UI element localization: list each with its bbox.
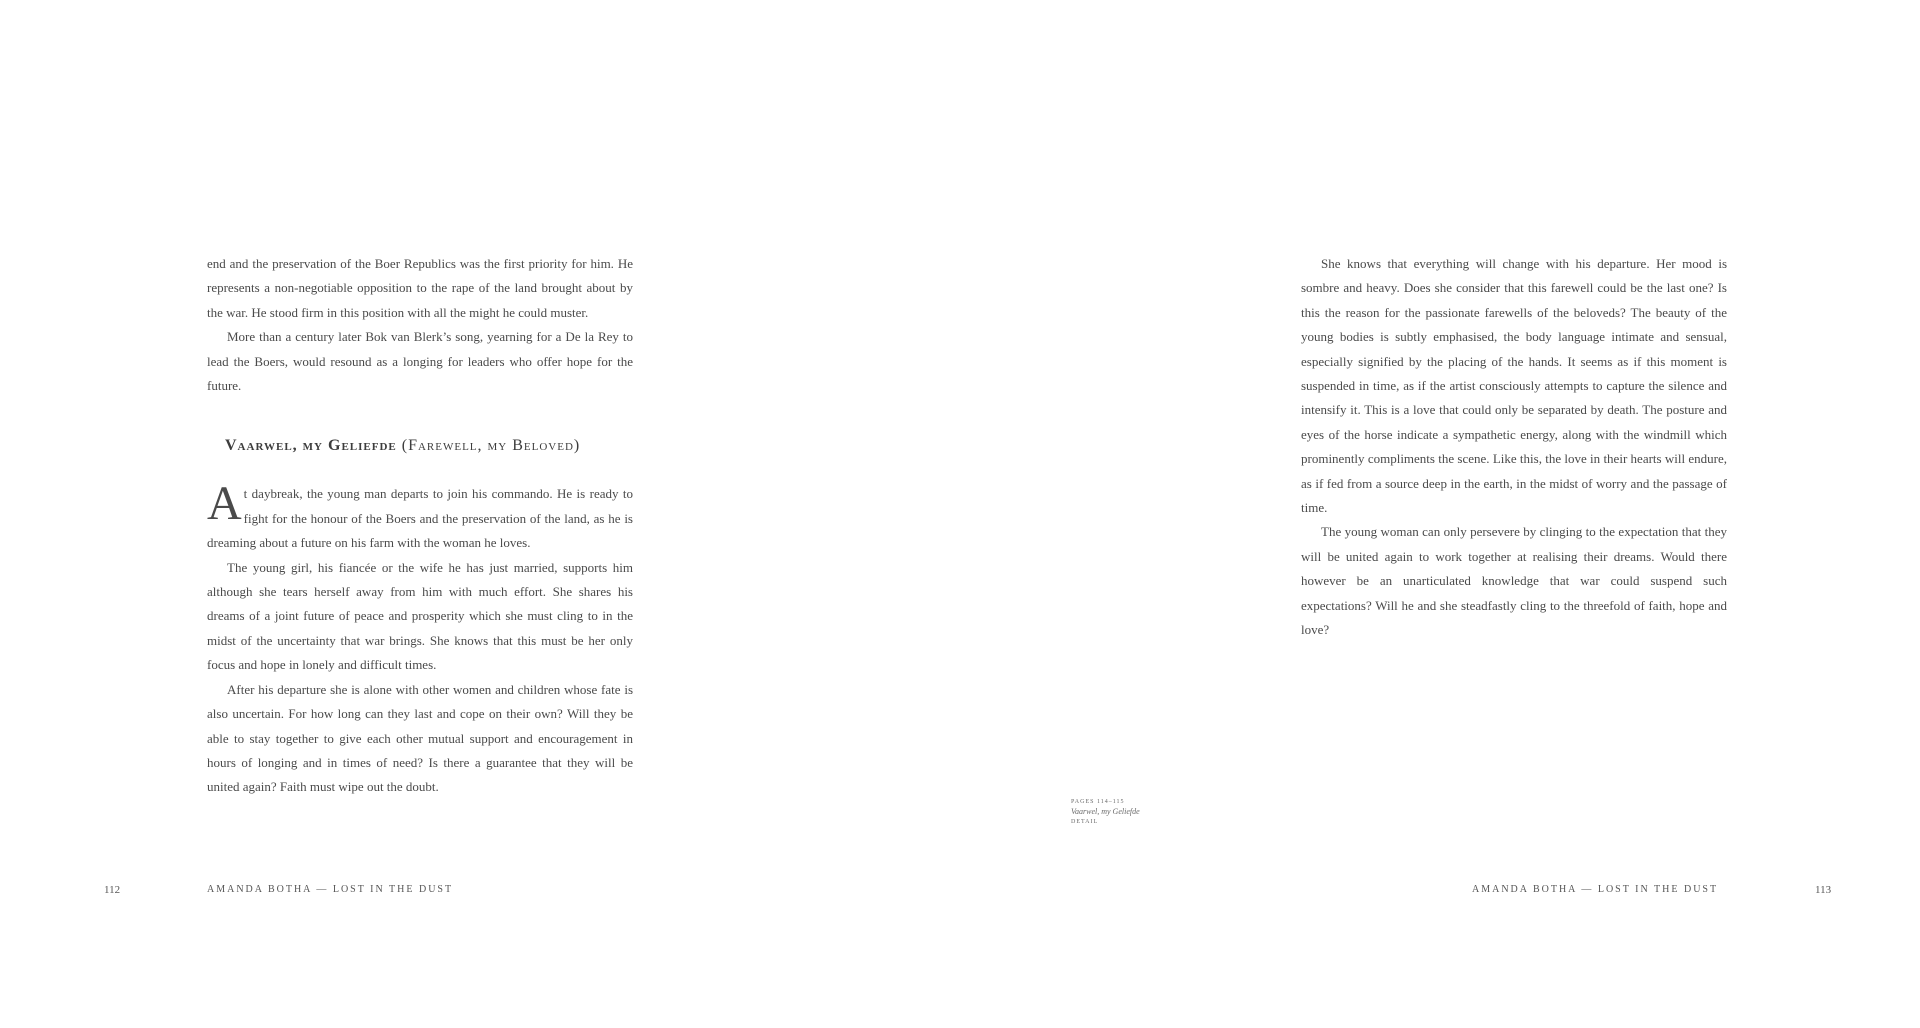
- paragraph: The young woman can only persevere by clinging to the expectation that they will be united again to work together at realising their dreams. Would there however be an unarticulated knowledge that war could suspend such expectations? Will he and she steadfastly cling to the threefold of faith, hope and love?: [1301, 524, 1727, 638]
- section-heading-subtitle: (Farewell, my Beloved): [401, 437, 581, 455]
- paragraph: The young girl, his fiancée or the wife he has just married, supports him although she tears herself away from him with much effort. She shares his dreams of a joint future of peace and prosperity which she must cling to in the midst of the uncertainty that war brings. She knows that this must be her only focus and hope in lonely and difficult times.: [207, 559, 633, 673]
- page-number-left: 112: [104, 884, 121, 896]
- paragraph: After his departure she is alone with other women and children whose fate is also uncertain. For how long can they last and cope on their own? Will they be able to stay together to give each other mutual support and encouragement in hours of longing and in times of need? Is there a guarantee that they will be united again? Faith must wipe out the doubt.: [207, 681, 633, 795]
- left-page-body: [207, 252, 633, 800]
- page-number-right: 113: [1815, 884, 1832, 896]
- paragraph: end and the preservation of the Boer Republics was the first priority for him. He represents a non-negotiable opposition to the rape of the land brought about by the war. He stood firm in this position with all the might he could muster.: [207, 256, 633, 320]
- section-heading-title: Vaarwel, my Geliefde: [225, 437, 397, 455]
- opening-paragraph: [207, 477, 633, 555]
- caption-pages: PAGES 114–115: [1071, 799, 1125, 805]
- opening-paragraph-text: t daybreak, the young man departs to join his commando. He is ready to fight for the honour of the Boers and the preservation of the land, as he is dreaming about a future on his farm with the woman he loves.: [207, 486, 633, 551]
- right-page-body: [1301, 252, 1727, 643]
- caption-note: DETAIL: [1071, 819, 1099, 825]
- drop-cap: A: [207, 477, 242, 531]
- paragraph: She knows that everything will change with his departure. Her mood is sombre and heavy. Does she consider that this farewell could be the last one? Is this the reason for the passionate farewells of the beloveds? The beauty of the young bodies is subtly emphasised, the body language intimate and sensual, especially signified by the placing of the hands. It seems as if this moment is suspended in time, as if the artist consciously attempts to capture the silence and intensify it. This is a love that could only be separated by death. The posture and eyes of the horse indicate a sympathetic energy, along with the windmill which prominently compliments the scene. Like this, the love in their hearts will endure, as if fed from a source deep in the earth, in the midst of worry and the passage of time.: [1301, 256, 1727, 516]
- caption-title: Vaarwel, my Geliefde: [1071, 807, 1140, 816]
- running-head-left: AMANDA BOTHA — LOST IN THE DUST: [207, 884, 454, 895]
- section-heading: [225, 434, 633, 458]
- paragraph: More than a century later Bok van Blerk’s song, yearning for a De la Rey to lead the Boers, would resound as a longing for leaders who offer hope for the future.: [207, 329, 633, 394]
- running-head-right: AMANDA BOTHA — LOST IN THE DUST: [1472, 884, 1719, 895]
- image-caption: [1071, 797, 1140, 827]
